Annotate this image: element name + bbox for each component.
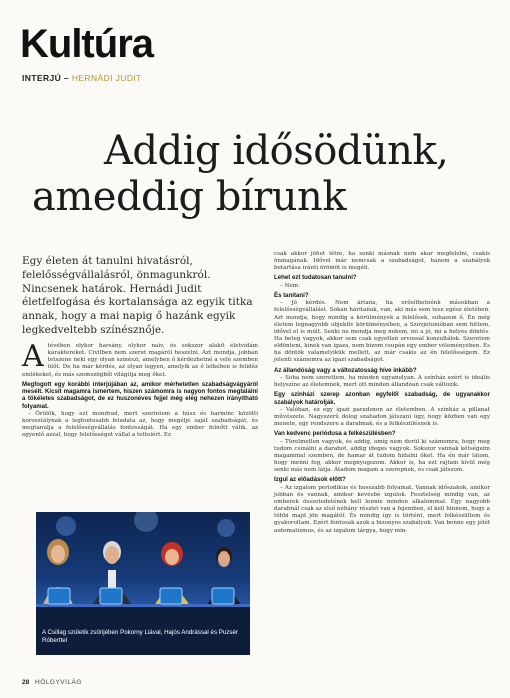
answer: – Jó kérdés. Nem ártana, ha erősíthetnénk másokban a felelősségvállalást. Sokan háritanak, van, aki más sem tesz egész életében. Azt mondja, hogy mindig a körülmények a felelősek, sohasem ő. Én még életem legnagyobb objektív körülményében, a Szovjetunióban sem hittem, idővel el is múlt. Senki ne mondja meg nekem, mi a jó, mi a helyes döntés. Ha beteg vagyok, akkor sem csak egyetlen orvossal konzultálok. Szeretem eldönteni, kinek van igaza, nem bízom csupán egy ember véleményében. És ha döntök valamelyikük mellett, az már csakis az én felelősségem. Ez jelenti számomra az igazi szabadságot. bbox=[274, 300, 490, 364]
right-column bbox=[274, 251, 490, 536]
question: Az állandóság vagy a változatosság híve inkább? bbox=[274, 366, 417, 374]
page-number: 28 bbox=[22, 679, 30, 686]
drop-cap: A bbox=[22, 339, 44, 374]
answer: – Soha nem szerettem, ha minden ugyanolyan. A színház ezért is ideális helyszíne az életemnek, mert ott minden állandóan csak változik. bbox=[274, 374, 490, 389]
magazine-name: HÖLGYVILÁG bbox=[35, 679, 82, 686]
jury-photo bbox=[36, 512, 250, 655]
answer: – Az izgalom periodikus és hosszabb folyamat. Vannak időszakok, amikor jobban és vannak, amikor kevésbé izgulok. Fesztelség mindig van, az emberek összetedetének kell lennie minden alkalommal. Egy nagyobb darabnál csak az első néhány részlet van a fejemben, el kell hinnem, hogy a többi majd jön magától. És mindig így is történt, mert felkészültem és gyakoroltam. Ezért fontosak azok a bizonyos szabályok. Van benne egy jólét automatizmus, és az izgalom tárgya, hogy min- bbox=[274, 484, 490, 534]
photo-caption: A Csillag születik zsűrijében Pokorny Liával, Hajós Andrással és Puzsér Róberttel bbox=[42, 629, 239, 644]
question: Megfogott egy korábbi interjújában az, amikor mérhetetlen szabadságvágyáról mesélt. Kicsit magamra ismertem, hiszen számomra is nagyon fontos megtalálni a tökéletes szabadságot, de ez huszonéves fejjel még elég nehezen irányítható folyamat. bbox=[22, 380, 258, 410]
kicker bbox=[22, 73, 142, 83]
question: És tanítani? bbox=[274, 291, 309, 299]
headline-line-1: Addig idősödünk, bbox=[104, 128, 449, 174]
page-footer bbox=[22, 679, 82, 686]
left-column bbox=[22, 339, 258, 441]
headline bbox=[32, 128, 492, 220]
intro-paragraph bbox=[22, 339, 258, 379]
headline-line-2: ameddig bírunk bbox=[32, 174, 347, 220]
lead-paragraph: Egy életen át tanulni hivatásról, felelősségvállalásról, önmagunkról. Nincsenek határok. Hernádi Judit életfelfogása és kortalansága az egyik titka annak, hogy a mai napig ő hazánk egyik legkedveltebb színésznője. bbox=[22, 255, 253, 336]
answer: – Valóban, ez egy igazi paradoxon az életemben. A színház a pillanat művészete. Nagyszerű dolog szabadon játszani úgy, hogy közben van egy menete, egy rendszere a darabnak, és a felkészülésnek is. bbox=[274, 406, 490, 428]
answer: – Nem. bbox=[280, 282, 300, 289]
section-title: Kultúra bbox=[20, 22, 153, 66]
answer: – Örülök, hogy ezt mondrad, mert szerintem a húsz és harminc közötti korosztálynak a legfontosabb feladata az, hogy megélje saját szabadságát, és megtanulja a felelősségvállalás fontosságát. Ha egy ember felnőtt válik, az egyenlő azzal, hogy felelősséget vállal a tetteiért. Ez bbox=[22, 410, 258, 439]
answer: – Türelmetlen vagyok, és addig, amíg nem derül ki számomra, hogy meg tudom csinálni a darabot, addig ideges vagyok. Sokszor vannak kétségeim magammal szemben, de hamar át tudom hidalni őket. Ha én már látom, hogy menni fog, akkor megnyugszom. Akkor is, ha ezt rajtam kívül még senki más nem látja. Átadom magam a szerepnek, és csak játszom. bbox=[274, 438, 490, 474]
question: Van kedvenc periódusa a felkészülésben? bbox=[274, 430, 396, 438]
kicker-label: INTERJÚ – bbox=[22, 73, 70, 83]
question: Egy színházi szerep azonban egyfelől szabadság, de ugyanakkor szabályok határolják. bbox=[274, 391, 490, 406]
answer: csak akkor jöhet létre, ha senki másnak nem akar megfelelni, csakis önmagának. Idővel már nemcsak a szabadságot, hanem a szabályok betartása iránti örömöt is megéli. bbox=[274, 251, 490, 272]
kicker-name: HERNÁDI JUDIT bbox=[71, 73, 142, 83]
question: Izgul az előadások előtt? bbox=[274, 476, 346, 484]
question: Lehet ezt tudatosan tanulni? bbox=[274, 274, 357, 282]
intro-text: tévében olykor harsány, olykor naiv, és sokszor alakít életvidám karaktereket. Civilben nem szeret magáról beszélni. Azt mondja, jobban tetszene neki egy olyan színészi, amelyben ő kérdezhetné a vele szemben ülőt. De ha már kérdés, az olyan legyen, amelyik az ő lelkében is felidéz emlékeket, és más szemszögből világítja meg őket. bbox=[22, 343, 258, 378]
